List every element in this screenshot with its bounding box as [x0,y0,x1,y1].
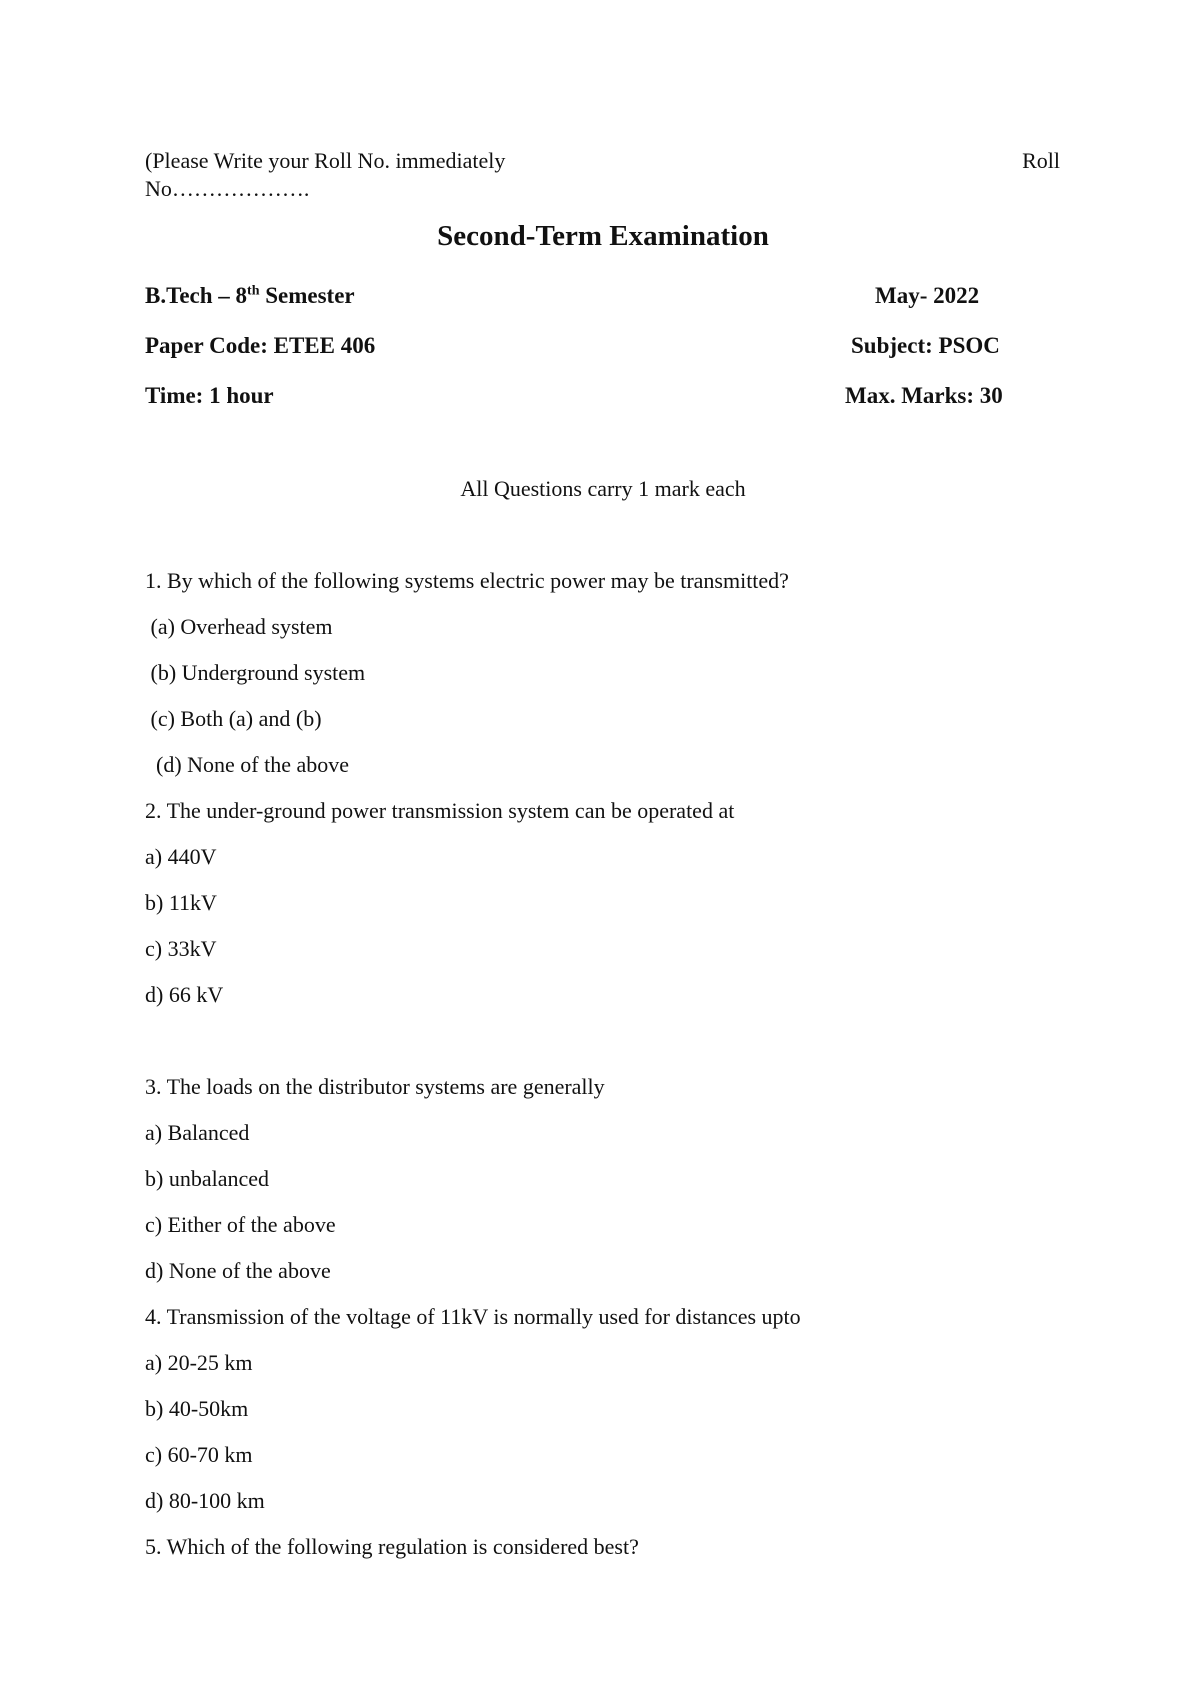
marks-instruction: All Questions carry 1 mark each [460,476,746,501]
question-1-option-b: (b) Underground system [145,660,366,685]
exam-date: May- 2022 [875,283,980,308]
question-4-option-c: c) 60-70 km [145,1442,253,1467]
question-2-option-b: b) 11kV [145,890,217,915]
exam-title: Second-Term Examination [437,220,769,252]
question-3-option-c: c) Either of the above [145,1212,336,1237]
subject: Subject: PSOC [851,333,1000,358]
question-1-option-c: (c) Both (a) and (b) [145,706,322,731]
question-3-option-a: a) Balanced [145,1120,250,1145]
question-4-option-a: a) 20-25 km [145,1350,253,1375]
exam-time: Time: 1 hour [145,383,274,408]
question-2-option-d: d) 66 kV [145,982,224,1007]
question-3-option-d: d) None of the above [145,1258,331,1283]
max-marks: Max. Marks: 30 [845,383,1003,408]
question-2-option-a: a) 440V [145,844,217,869]
question-1-option-d: (d) None of the above [145,752,350,777]
question-2: 2. The under-ground power transmission system can be operated at [145,798,735,823]
question-4-option-d: d) 80-100 km [145,1488,265,1513]
question-1-option-a: (a) Overhead system [145,614,333,639]
question-4-option-b: b) 40-50km [145,1396,249,1421]
course-semester [145,281,355,311]
question-3-option-b: b) unbalanced [145,1166,269,1191]
question-5: 5. Which of the following regulation is considered best? [145,1534,639,1559]
course-superscript: th [247,283,260,299]
roll-number-blank: No………………. [145,176,310,201]
roll-instruction-text: (Please Write your Roll No. immediately [145,148,506,173]
roll-label: Roll [1022,148,1060,173]
question-4: 4. Transmission of the voltage of 11kV is normally used for distances upto [145,1304,801,1329]
question-1: 1. By which of the following systems electric power may be transmitted? [145,568,789,593]
course-suffix: Semester [259,283,355,308]
question-3: 3. The loads on the distributor systems are generally [145,1074,605,1099]
course-prefix: B.Tech – 8 [145,283,248,308]
question-2-option-c: c) 33kV [145,936,217,961]
paper-code: Paper Code: ETEE 406 [145,333,376,358]
